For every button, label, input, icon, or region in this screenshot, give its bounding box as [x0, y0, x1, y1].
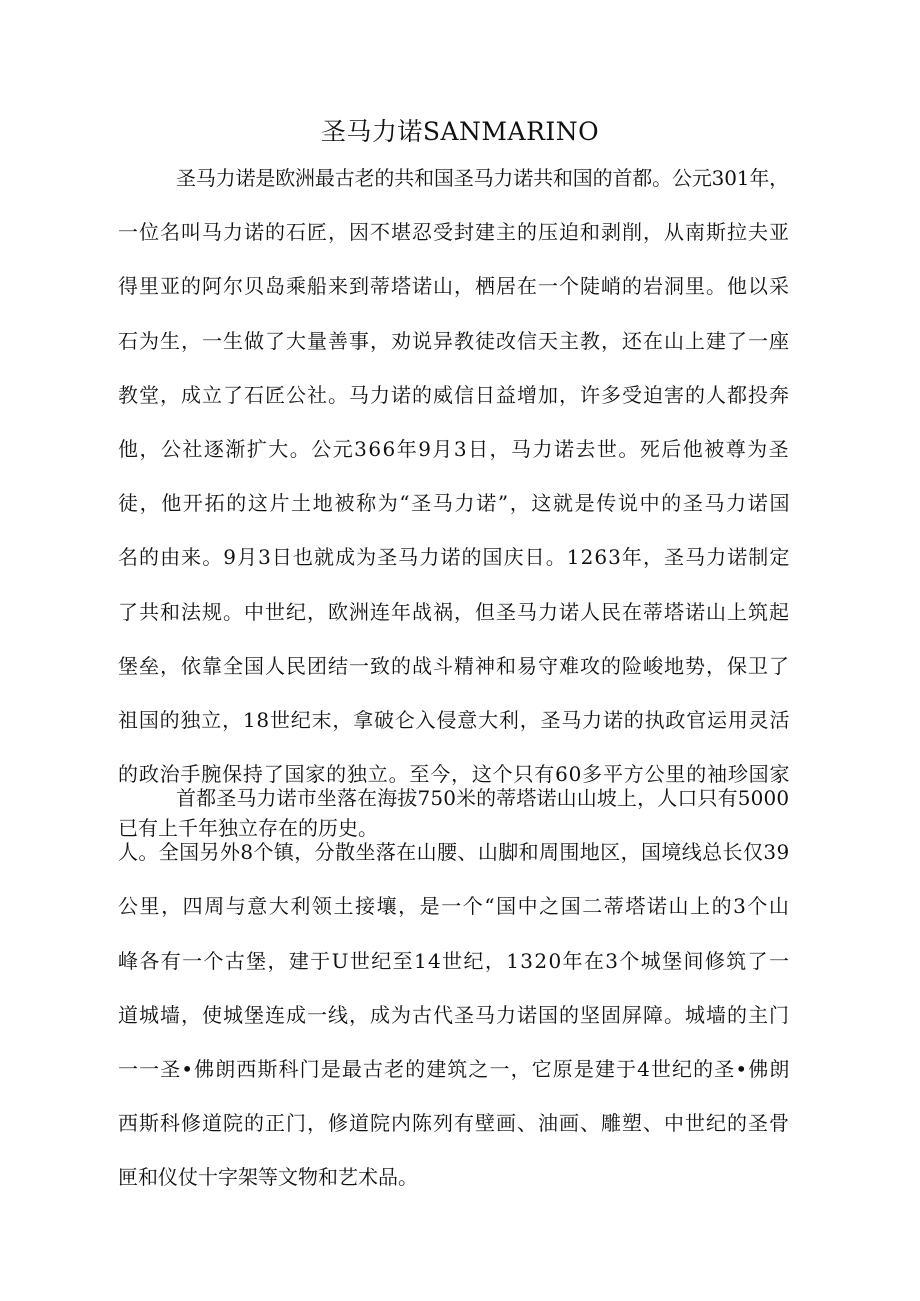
paragraph-line: 圣马力诺是欧洲最古老的共和国圣马力诺共和国的首都。公元301年，: [176, 166, 790, 190]
document-title: 圣马力诺SANMARINO: [320, 117, 600, 146]
paragraph-line: 了共和法规。中世纪，欧洲连年战祸，但圣马力诺人民在蒂塔诺山上筑起: [118, 600, 790, 624]
paragraph-line: 名的由来。9月3日也就成为圣马力诺的国庆日。1263年，圣马力诺制定: [118, 545, 791, 569]
paragraph-line: 的政治手腕保持了国家的独立。至今，这个只有60多平方公里的袖珍国家: [118, 762, 791, 786]
paragraph-line: 得里亚的阿尔贝岛乘船来到蒂塔诺山，栖居在一个陡峭的岩洞里。他以采: [118, 274, 790, 298]
paragraph-line: 匣和仪仗十字架等文物和艺术品。: [118, 1165, 418, 1189]
paragraph-line: 祖国的独立，18世纪末，拿破仑入侵意大利，圣马力诺的执政官运用灵活: [118, 708, 791, 732]
paragraph-line: 徒，他开拓的这片土地被称为“圣马力诺”，这就是传说中的圣马力诺国: [118, 491, 792, 515]
paragraph-line: 公里，四周与意大利领土接壤，是一个“国中之国二蒂塔诺山上的3个山: [118, 894, 791, 918]
paragraph-line: 石为生，一生做了大量善事，劝说异教徒改信天主教，还在山上建了一座: [118, 329, 790, 353]
paragraph-line: 他，公社逐渐扩大。公元366年9月3日，马力诺去世。死后他被尊为圣: [118, 437, 791, 461]
paragraph-line: 一位名叫马力诺的石匠，因不堪忍受封建主的压迫和剥削，从南斯拉夫亚: [118, 220, 790, 244]
paragraph-line: 首都圣马力诺市坐落在海拔750米的蒂塔诺山山坡上，人口只有5000: [176, 786, 790, 810]
paragraph-line: 峰各有一个古堡，建于U世纪至14世纪，1320年在3个城堡间修筑了一: [118, 949, 791, 973]
paragraph-line: 已有上千年独立存在的历史。: [118, 816, 378, 840]
paragraph-line: 人。全国另外8个镇，分散坐落在山腰、山脚和周围地区，国境线总长仅39: [118, 840, 790, 864]
paragraph-line: 道城墙，使城堡连成一线，成为古代圣马力诺国的坚固屏障。城墙的主门: [118, 1003, 790, 1027]
paragraph-line: 西斯科修道院的正门，修道院内陈列有壁画、油画、雕塑、中世纪的圣骨: [118, 1111, 790, 1135]
paragraph-line: 教堂，成立了石匠公社。马力诺的威信日益增加，许多受迫害的人都投奔: [118, 383, 790, 407]
paragraph-line: 一一圣•佛朗西斯科门是最古老的建筑之一，它原是建于4世纪的圣•佛朗: [118, 1057, 791, 1081]
paragraph-line: 堡垒，依靠全国人民团结一致的战斗精神和易守难攻的险峻地势，保卫了: [118, 654, 790, 678]
